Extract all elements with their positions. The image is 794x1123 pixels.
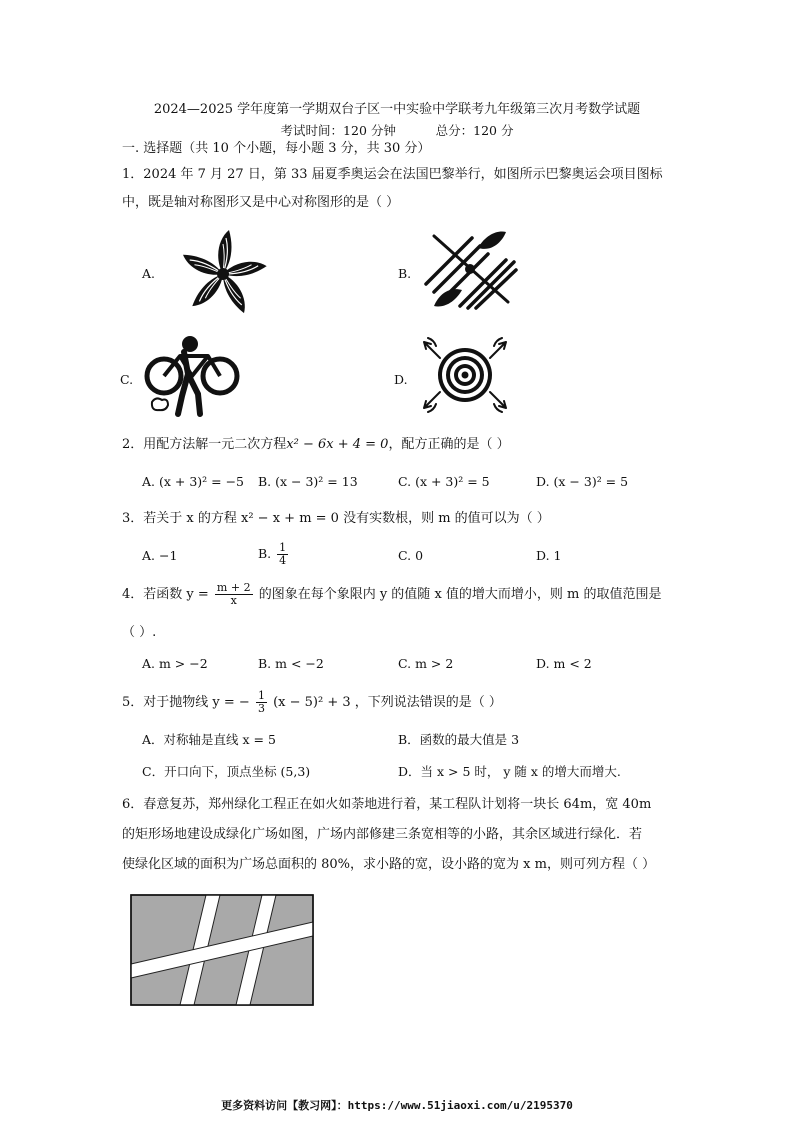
q2-stem-post: ，配方正确的是（ ） [388, 437, 510, 452]
q2-stem-pre: 2．用配方法解一元二次方程 [122, 437, 287, 452]
q3-stem: 3．若关于 x 的方程 x² − x + m = 0 没有实数根，则 m 的值可以为（ ） [122, 511, 550, 526]
q1-option-d-label: D. [394, 372, 408, 387]
q2-option-d: D. (x − 3)² = 5 [536, 474, 629, 489]
q2-option-c: C. (x + 3)² = 5 [398, 474, 490, 489]
q3-option-b-fraction [277, 542, 288, 567]
q5-option-a: A．对称轴是直线 x = 5 [142, 732, 276, 747]
q4-numerator: m + 2 [216, 581, 251, 594]
q6-stem-line1: 6．春意复苏，郑州绿化工程正在如火如荼地进行着，某工程队计划将一块长 64m，宽 40m [122, 797, 652, 812]
q1-option-c-label: C. [120, 372, 134, 387]
q3-option-a: A. −1 [142, 548, 178, 563]
q4-stem-pre: 4．若函数 y = [122, 587, 209, 602]
q3-option-d: D. 1 [536, 548, 562, 563]
q4-stem-line2: （ ）. [122, 625, 157, 640]
q4-stem-post: 的图象在每个象限内 y 的值随 x 值的增大而增小，则 m 的取值范围是 [258, 587, 662, 602]
q4-denominator: x [230, 594, 237, 607]
q4-option-c: C. m > 2 [398, 656, 454, 671]
q1-option-a-label: A. [142, 266, 156, 281]
q5-option-d: D．当 x > 5 时， y 随 x 的增大而增大. [398, 764, 621, 779]
q5-stem-post: (x − 5)² + 3 ，下列说法错误的是（ ） [273, 695, 502, 710]
q2-option-a: A. (x + 3)² = −5 [142, 474, 245, 489]
q5-numerator: 1 [257, 689, 265, 702]
q5-option-b: B．函数的最大值是 3 [398, 732, 520, 747]
q5-denominator: 3 [257, 702, 265, 715]
q3-option-b [258, 542, 290, 567]
q3-option-b-denominator: 4 [279, 554, 287, 567]
q4-option-b: B. m < −2 [258, 656, 324, 671]
archery-target-icon [418, 334, 512, 416]
q2-stem [122, 436, 510, 454]
q4-stem [122, 582, 662, 607]
section-heading: 一. 选择题（共 10 个小题，每小题 3 分，共 30 分） [122, 141, 431, 156]
footer-link[interactable] [0, 1097, 794, 1113]
q3-option-b-label: B. [258, 546, 272, 561]
q5-fraction [256, 690, 267, 715]
q3-option-b-numerator: 1 [279, 541, 287, 554]
cyclist-icon [142, 334, 242, 420]
footer-id: 2195370 [526, 1099, 573, 1112]
q2-option-b: B. (x − 3)² = 13 [258, 474, 358, 489]
q4-fraction [215, 582, 253, 607]
q4-option-a: A. m > −2 [142, 656, 208, 671]
footer-text: 更多资料访问【教习网】：https://www.51jiaoxi.com/u/ [221, 1099, 527, 1112]
q1-option-b-label: B. [398, 266, 412, 281]
exam-subtitle: 考试时间：120 分钟 总分：120 分 [280, 123, 514, 138]
q3-option-c: C. 0 [398, 548, 424, 563]
q2-equation: x² − 6x + 4 = 0 [286, 437, 389, 452]
q5-stem [122, 690, 502, 715]
q6-stem-line3: 使绿化区域的面积为广场总面积的 80%，求小路的宽，设小路的宽为 x m，则可列方程（ ） [122, 857, 656, 872]
q6-stem-line2: 的矩形场地建设成绿化广场如图，广场内部修建三条宽相等的小路，其余区域进行绿化．若 [122, 827, 643, 842]
plaza-diagram [130, 894, 314, 1006]
q1-stem-line1: 1．2024 年 7 月 27 日，第 33 届夏季奥运会在法国巴黎举行，如图所示巴黎奥运会项目图标 [122, 167, 663, 182]
q4-option-d: D. m < 2 [536, 656, 592, 671]
q5-stem-pre: 5．对于抛物线 y = − [122, 695, 250, 710]
q1-stem-line2: 中，既是轴对称图形又是中心对称图形的是（ ） [122, 195, 400, 210]
q5-option-c: C．开口向下，顶点坐标 (5,3) [142, 764, 311, 779]
pinwheel-icon [178, 228, 268, 320]
rowing-icon [420, 228, 520, 310]
exam-title: 2024—2025 学年度第一学期双台子区一中实验中学联考九年级第三次月考数学试题 [153, 102, 641, 117]
